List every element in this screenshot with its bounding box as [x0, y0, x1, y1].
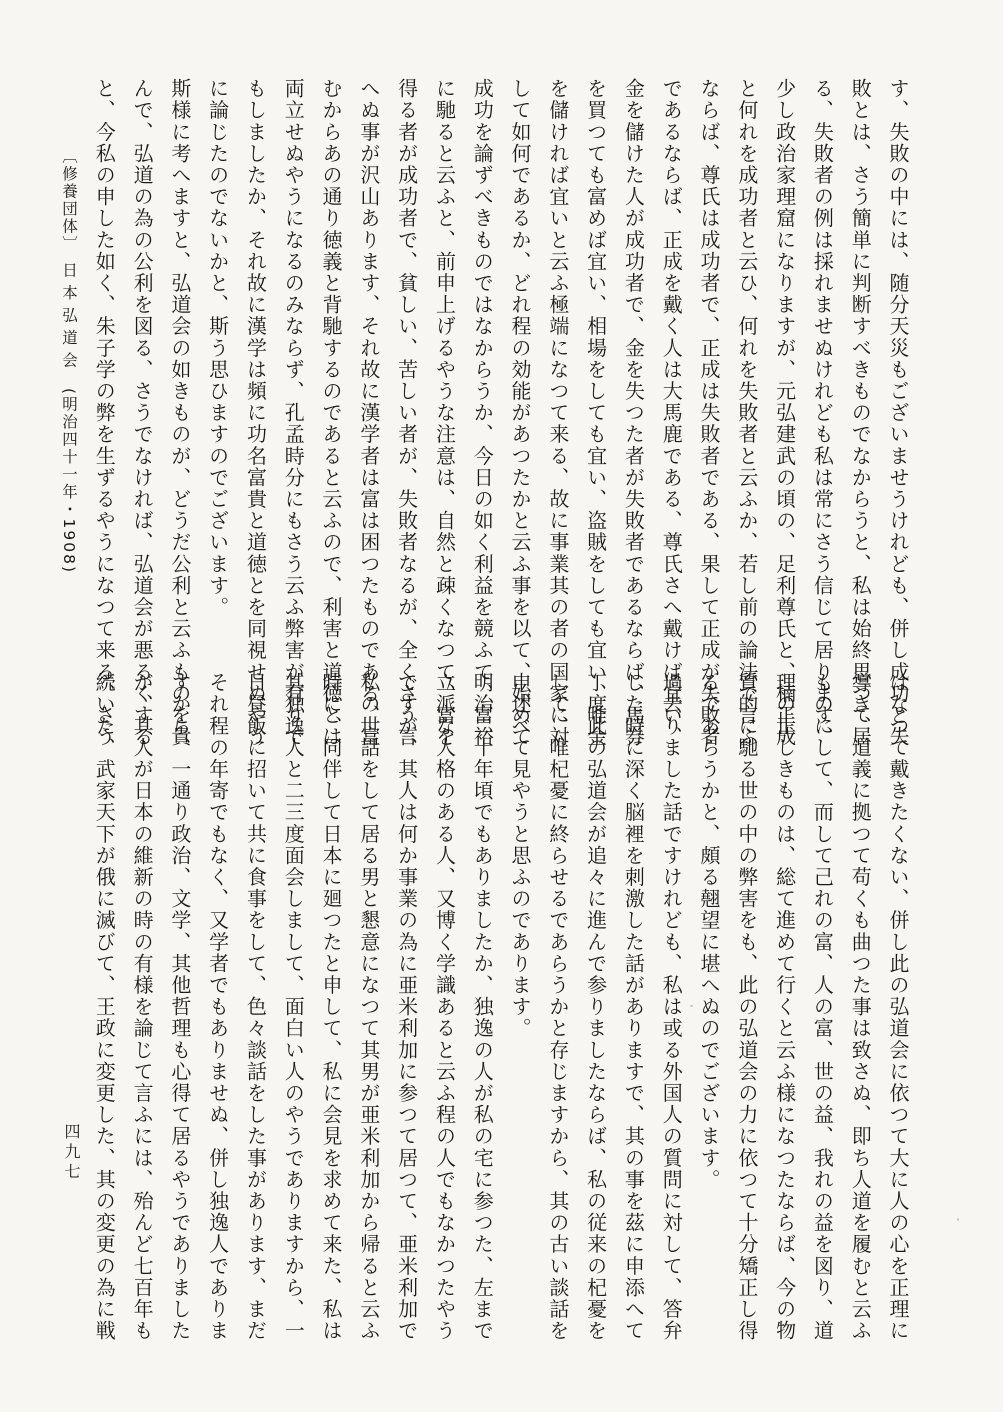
text-column: と、今私の申した如く、朱子学の弊を生ずるやうになつて来る、さう: [92, 78, 117, 748]
text-column: ですが、其人は何か事業の為に亜米利加に参つて居つて、亜米利加で: [394, 672, 419, 1342]
text-column: す、失敗の中には、随分天災もございませうけれども、併し成功と失: [886, 78, 910, 748]
text-column: んで、弘道の為の公利を図る、さうでなければ、弘道会が悪るくする: [130, 78, 155, 748]
text-column: 過去りました話ですけれども、私は或る外国人の質問に対して、答弁: [659, 672, 684, 1342]
text-column: すから、一通り政治、文学、其他哲理も心得て居るやうでありました: [167, 672, 192, 1342]
text-column: と何れを成功者と云ひ、何れを失敗者と云ふか、若し前の論法で言ふ: [734, 78, 759, 748]
text-column: 得る者が成功者で、貧しい、苦しい者が、失敗者なるが、全くさう言: [394, 78, 419, 748]
text-column: ならば、尊氏は成功者で、正成は失敗者である、果して正成が失敗者: [697, 78, 722, 748]
footer-date: (明治四十一年・1908): [60, 388, 78, 575]
text-column: 申述べて見やうと思ふのであります。: [508, 672, 533, 1040]
footer-organization: 日本弘道会: [60, 262, 78, 375]
text-column: 明治二十年頃でもありましたか、独逸の人が私の宅に参つた、左まで: [470, 672, 495, 1342]
text-column: 日昼飯に招いて共に食事をして、色々談話をした事があります、まだ: [243, 672, 268, 1342]
paper-speck: [957, 1218, 959, 1221]
text-column: 私の世話をして居る男と懇意になつて其男が亜米利加から帰ると云ふ: [356, 672, 381, 1342]
text-column: 其独逸人と二三度面会しまして、面白い人のやうでありますから、一: [281, 672, 306, 1342]
text-column: るであらうかと、頗る翹望に堪へぬのでございます。: [697, 672, 722, 1191]
text-column: 導き、道義に拠つて苟くも曲つた事は致さぬ、即ち人道を履むと云ふ: [848, 672, 873, 1342]
text-column: 理の正しきものは、総て進めて行くと云ふ様になつたならば、今の物: [772, 672, 797, 1342]
text-column: 丁度此の弘道会が追々に進んで参りましたならば、私の従来の杞憂を: [583, 672, 608, 1342]
text-column: へぬ事が沢山あります、それ故に漢学者は富は困つたものである、富: [356, 78, 381, 748]
footer-group-label: 〔修養団体〕: [60, 148, 78, 253]
text-column: 少し政治家理窟になりますが、元弘建武の頃の、足利尊氏と、楠正成: [772, 78, 797, 748]
text-column: 金を儲けた人が成功者で、金を失つた者が失敗者であるならば、馬券: [621, 78, 646, 748]
text-column: 立派な人格のある人、又博く学識あると云ふ程の人でもなかつたやう: [432, 672, 457, 1342]
text-column: であるならば、正成を戴く人は大馬鹿である、尊氏さへ戴けば宜い、: [659, 78, 684, 748]
text-column: それ程の年寄でもなく、又学者でもありませぬ、併し独逸人でありま: [205, 672, 230, 1342]
text-column: 時に、同伴して日本に廻つたと申して、私に会見を求めて来た、私は: [319, 672, 344, 1342]
lower-text-block: [92, 672, 916, 1342]
text-column: もしましたか、それ故に漢学は頻に功名富貴と道徳とを同視せぬやう: [243, 78, 268, 748]
text-column: 質的に馳る世の中の弊害をも、此の弘道会の力に依つて十分矯正し得: [734, 672, 759, 1342]
text-column: した時に深く脳裡を刺激した話がありますで、其の事を茲に申添へて: [621, 672, 646, 1342]
text-column: に論じたのでないかと、斯う思ひますのでございます。: [205, 78, 230, 618]
text-column: 斯様に考へますと、弘道会の如きものが、どうだ公利と云ふものを貴: [167, 78, 192, 748]
text-column: 成功を論ずべきものではなからうか、今日の如く利益を競ふて、富裕: [470, 78, 495, 748]
text-column: 敗とは、さう簡単に判断すべきものでなからうと、私は始終思つて居: [848, 78, 873, 748]
text-column: して、唯杞憂に終らせるであらうかと存じますから、其の古い談話を: [545, 672, 570, 1342]
page-number: 四九七: [62, 1123, 81, 1183]
text-column: を儲ければ宜いと云ふ極端になつて来る、故に事業其の者の国家に対: [545, 78, 570, 748]
text-column: を買つても富めば宜い、相場をしても宜い、盗賊をしても宜い、唯金: [583, 78, 608, 748]
text-column: る、失敗者の例は採れませぬけれども私は常にさう信じて居ります、: [810, 78, 835, 748]
text-column: 両立せぬやうになるのみならず、孔孟時分にもさう云ふ弊害が有りで: [281, 78, 306, 748]
text-column: むからあの通り徳義と背馳するのであると云ふので、利害と道徳とは: [319, 78, 344, 748]
text-column: が、其人が日本の維新の時の有様を論じて言ふには、殆んど七百年も: [130, 672, 155, 1342]
text-column: 続いた、武家天下が俄に滅びて、王政に変更した、其の変更の為に戦: [92, 672, 117, 1342]
paper-speck: [690, 1005, 693, 1007]
upper-text-block: [92, 78, 916, 748]
text-column: して如何であるか、どれ程の効能があつたかと云ふ事を以て、始めて: [508, 78, 533, 748]
text-column: はなつて戴きたくない、併し此の弘道会に依つて大に人の心を正理に: [886, 672, 910, 1342]
text-column: に馳ると云ふと、前申上げるやうな注意は、自然と疎くなつて、富を: [432, 78, 457, 748]
text-column: ものにして、而して己れの富、人の富、世の益、我れの益を図り、道: [810, 672, 835, 1342]
